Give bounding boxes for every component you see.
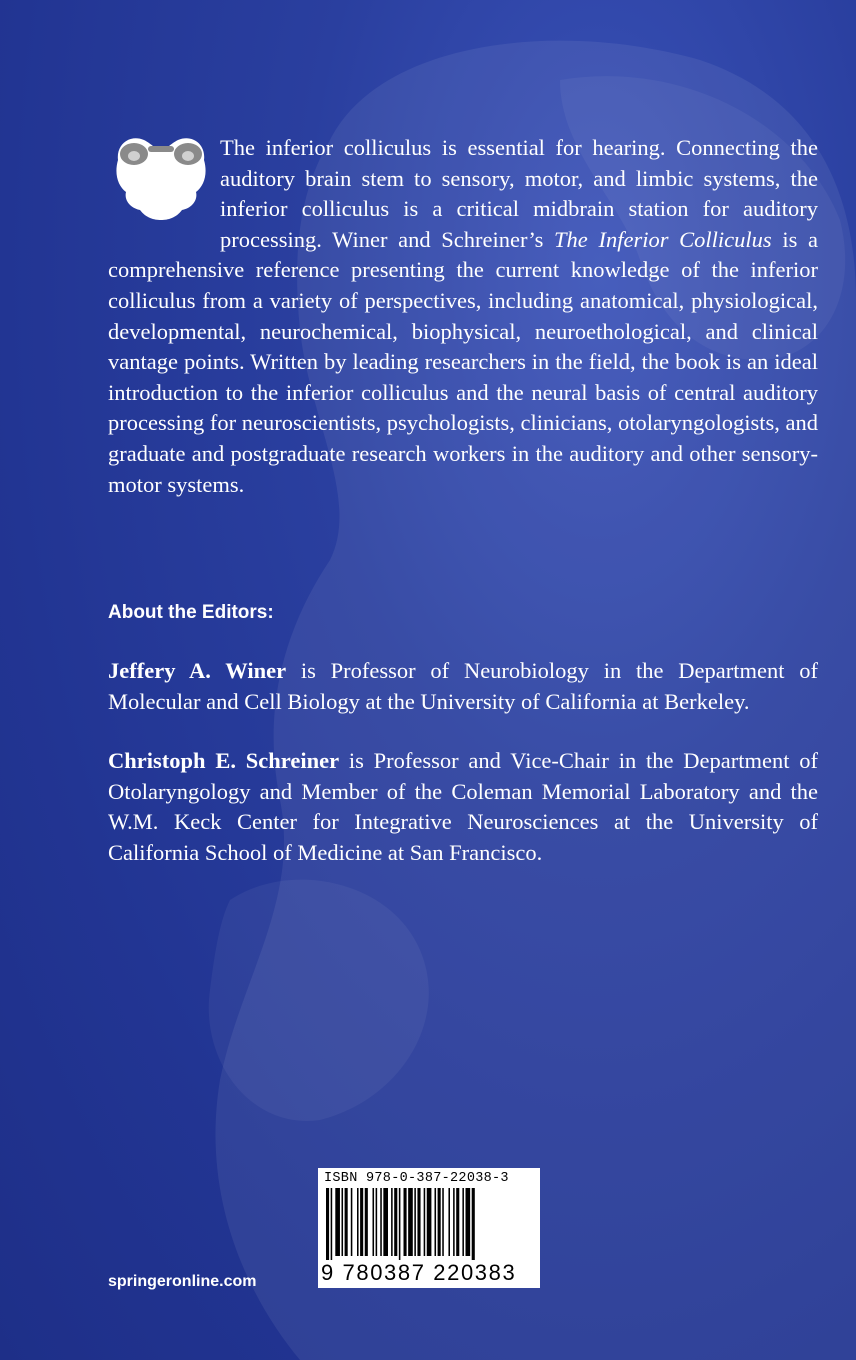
- editor-bio: [108, 656, 818, 717]
- barcode-bar: [448, 1188, 450, 1256]
- barcode-bar: [383, 1188, 388, 1256]
- barcode-bar: [462, 1188, 464, 1256]
- barcode-bar: [365, 1188, 368, 1256]
- barcode-bar: [404, 1188, 407, 1256]
- description-text-end: is a comprehensive reference presenting the current knowledge of the inferior colliculus from a variety of perspectives, including anatomical, physiological, developmental, neurochemical, biophysical, neuroethological, and clinical vantage points. Written by leading researchers in the field, the book is an ideal introduction to the inferior colliculus and the neural basis of central auditory processing for neuroscientists, psychologists, clinicians, otolaryngologists, and graduate and postgraduate research workers in the auditory and other sensory-motor systems.: [108, 226, 818, 497]
- barcode-bars: [326, 1188, 532, 1260]
- barcode-bar: [442, 1188, 444, 1256]
- editor-bio: [108, 746, 818, 868]
- barcode-bar: [360, 1188, 363, 1256]
- barcode-bar: [472, 1188, 475, 1260]
- barcode-bar: [435, 1188, 437, 1256]
- editor-bio-text: is Professor and Vice-Chair in the Department of Otolaryngology and Member of the Coleman Memorial Laboratory and the W.M. Keck Center for Integrative Neurosciences at the University of California School of Medicine at San Francisco.: [108, 748, 818, 865]
- barcode-bar: [373, 1188, 375, 1256]
- isbn-label: ISBN 978-0-387-22038-3: [324, 1171, 509, 1186]
- barcode-bar: [453, 1188, 455, 1256]
- isbn-digits: 9 780387 220383: [321, 1260, 517, 1285]
- editor-name: Christoph E. Schreiner: [108, 748, 340, 773]
- barcode-bar: [357, 1188, 359, 1256]
- barcode-bar: [342, 1188, 344, 1256]
- isbn-barcode: [318, 1168, 540, 1288]
- barcode-bar: [326, 1188, 329, 1260]
- book-title: The Inferior Colliculus: [554, 226, 772, 252]
- barcode-bar: [427, 1188, 432, 1256]
- editor-bio-text: is Professor of Neurobiology in the Department of Molecular and Cell Biology at the University of California at Berkeley.: [108, 658, 818, 714]
- barcode-bar: [399, 1188, 401, 1260]
- barcode-bar: [394, 1188, 397, 1256]
- barcode-bar: [351, 1188, 353, 1256]
- barcode-bar: [345, 1188, 348, 1256]
- book-description: [108, 133, 818, 500]
- barcode-bar: [466, 1188, 471, 1256]
- barcode-bar: [408, 1188, 413, 1256]
- barcode-bar: [424, 1188, 426, 1256]
- publisher-website: springeronline.com: [108, 1273, 257, 1290]
- barcode-bar: [414, 1188, 416, 1256]
- barcode-bar: [438, 1188, 441, 1256]
- barcode-bar: [417, 1188, 420, 1256]
- barcode-bar: [331, 1188, 333, 1260]
- barcode-bar: [380, 1188, 382, 1256]
- about-editors-heading: About the Editors:: [108, 602, 274, 623]
- barcode-bar: [376, 1188, 378, 1256]
- editor-name: Jeffery A. Winer: [108, 658, 287, 683]
- emblem-spacer: [108, 133, 220, 225]
- barcode-bar: [456, 1188, 459, 1256]
- description-text-start: The inferior colliculus is essential for hearing. Connecting the auditory brain stem to sensory, motor, and limbic systems, the inferior colliculus is a critical midbrain station for auditory processing. Winer and Schreiner’s: [220, 135, 818, 252]
- barcode-bar: [335, 1188, 340, 1256]
- barcode-bar: [391, 1188, 393, 1256]
